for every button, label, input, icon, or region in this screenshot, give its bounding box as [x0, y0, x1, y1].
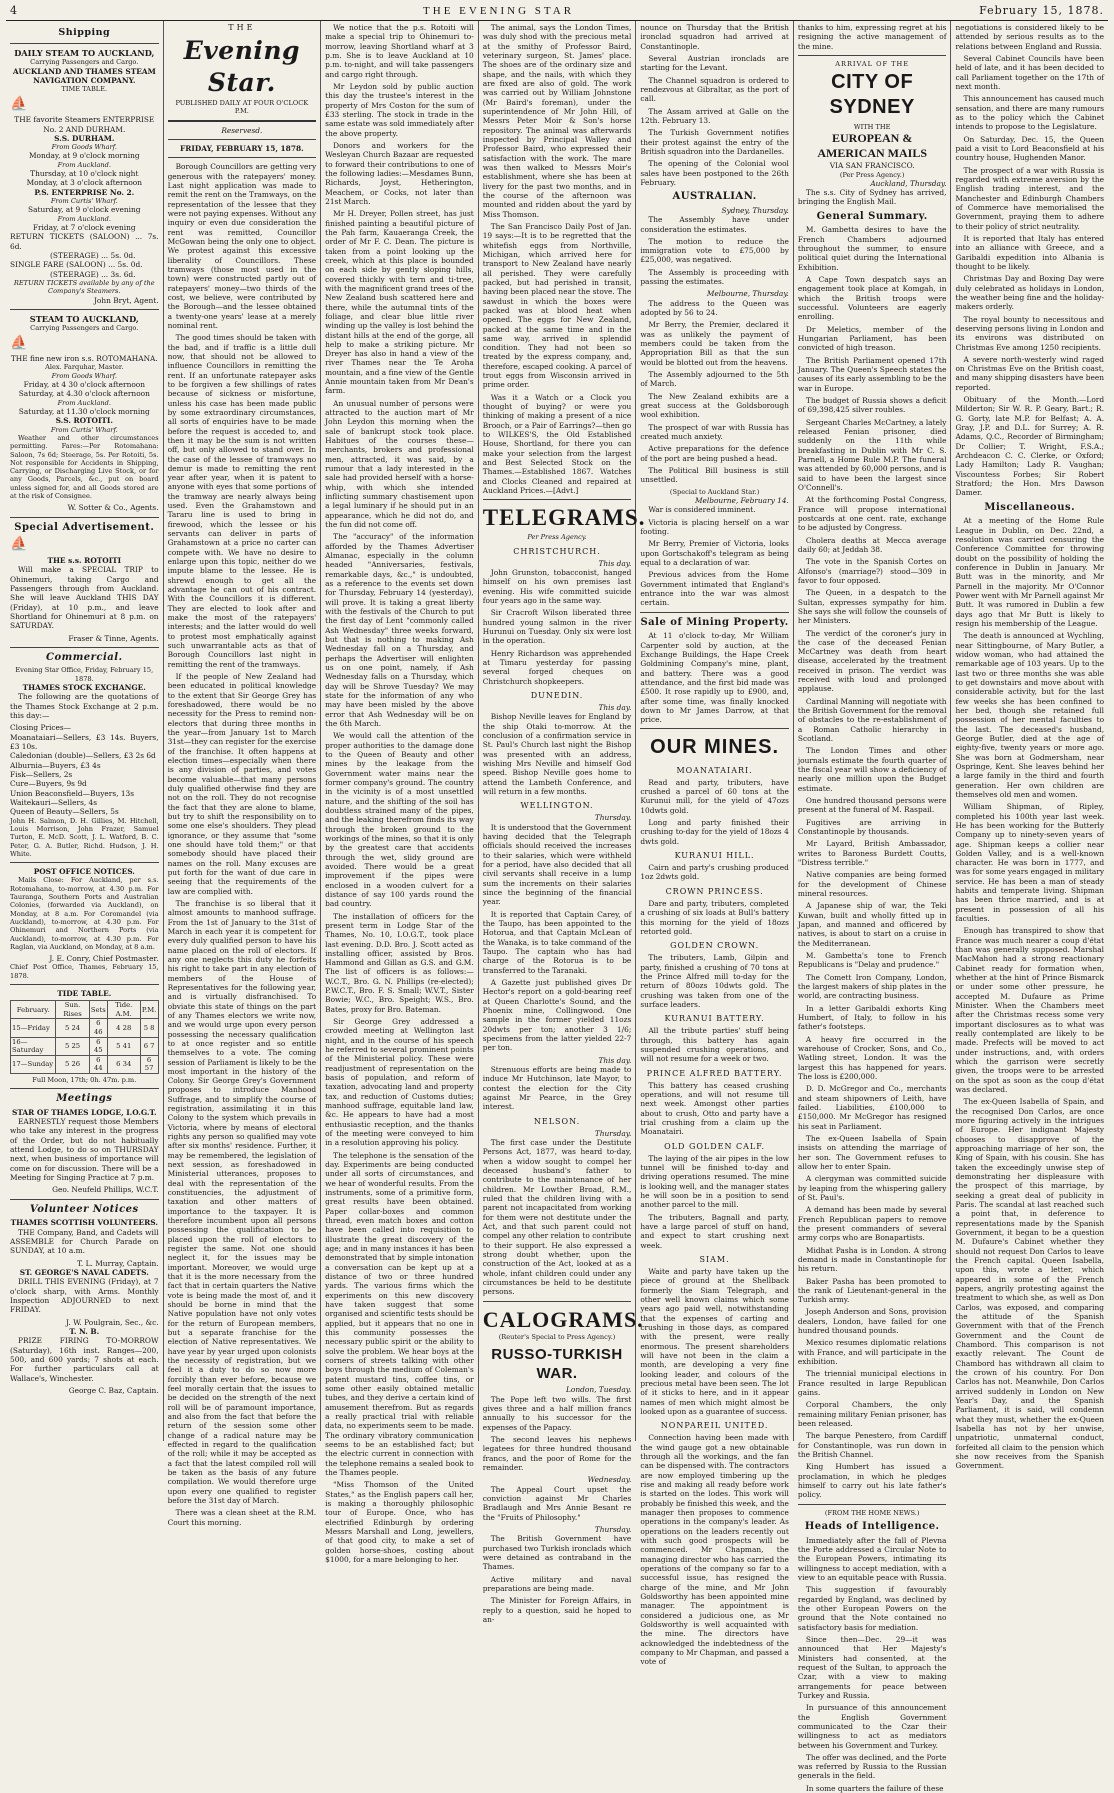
- miscellaneous-item-2: The death is announced at Wychling, near Sittingbourne, of Mary Butler, a widow woman, who had attained the remarkable age of 103 years. Up to the last two or three months she was able to get downstairs and move about with considerable activity, but for the last few weeks she has been confined to her bed, though she retained full possession of her mental faculties to the last. The deceased's husband, George Butler, died at the age of eighty-five, twenty years or more ago. She was born at Godmersham, near Ospringe, Kent. She leaves behind her a large family in the third and fourth generation. Her own children are themselves old men and women.: [955, 631, 1105, 799]
- rotoiti-ad-body: Will make a SPECIAL TRIP to Ohinemuri, taking Cargo and Passengers through from Auckland. She will leave Auckland THIS DAY (Friday), at 10 p.m., and leave Shortland for Ohinemuri at 8 p.m. on SATURDAY.: [10, 565, 159, 631]
- moanataiari-heading: MOANATAIARI.: [676, 765, 753, 775]
- per-press-agency-2: (Per Press Agency.): [839, 170, 905, 179]
- summary-item-24: The ex-Queen Isabella of Spain insists on attending the marriage of her son. The Government refuses to allow her to enter Spain.: [797, 1133, 947, 1171]
- christchurch-item-1: John Grunston, tobacconist, hanged himself on his own premises last evening. His wife committed suicide four years ago in the same way.: [482, 568, 632, 606]
- rotomahana-master: Alex. Farquhar, Master.: [45, 363, 124, 372]
- nelson-item-1: The first case under the Destitute Persons Act, 1877, was heard to-day, when a widow sought to compel her deceased husband's father to contribute to the maintenance of her children. Mr Lowther Broad, R.M., ruled that the children living with a parent not incapacitated from working for them were not destitute under the Act, and that such parent could not compel any other relation to contribute to their support. He also expressed a strong doubt whether, upon the construction of the Act, looked at as a whole, infant children could under any circumstances be held to be destitute persons.: [482, 1138, 632, 1297]
- christchurch-item-3: Henry Richardson was apprehended at Timaru yesterday for passing several forged cheques on Christchurch shopkeepers.: [482, 648, 632, 686]
- post-office-body: Mails Close: For Auckland, per s.s. Rotomahana, to-morrow, at 4.30 p.m. For Tauranga, Southern Ports and Australian Colonies, (forwarded via Auckland), on Monday, at 8 a.m. For Coromandel (via Auckland), to-morrow, at 4.30 p.m. For Ohinemuri and Northern Ports (via Auckland), to-morrow, at 4.30 p.m. For Raglan, via Auckland, on Monday, at 8 a.m.: [10, 876, 159, 951]
- arrival-of-the: ARRIVAL OF THE: [835, 59, 910, 68]
- roto-line-3: Saturday, at 4.30 o'clock afternoon: [18, 389, 150, 399]
- nonpareil-continued: thanks to him, expressing regret at his resigning the active management of the mine.: [797, 23, 947, 51]
- obituary-of-month: Obituary of the Month.—Lord Milderton; Sir W. R. P. Geary, Bart.; R. G. Gorty, late M.P. for Belfast; A. A. Gray, J.P. and D.L. for Surrey; A. R. Adams, Q.C., Recorder of Birmingham; Dr Collier; T. Wright, F.S.A.; Archdeacon C. C. Clerke, or Oxford; Lady Hamilton; Lady R. Vaughan; Viscountess Forbes; Sir Robert Stratford; the Hon. Mrs Dawson Damer.: [955, 395, 1105, 498]
- miscellaneous-item-5: The ex-Queen Isabella of Spain, and the recognised Don Carlos, are once more figuring actively in the intrigues of Europe. Her indignant Majesty chooses to disapprove of the approaching marriage of her son, the King of Spain, with his cousin. She has taken the exceedingly unwise step of demonstrating her displeasure with the prospect of this marriage, by seeking a great deal of publicity in Paris. The scandal at last reached such a point that, in deference to representations made by the Spanish Government, it began to be a question M. Dufaure's Cabinet whether they should not request Don Carlos to leave the French capital. Queen Isabella, upon this, wrote a letter, which appeared in some of the French papers, angrily protesting against the treatment to which she, as well as Don Carlos, was exposed, and comparing the attitude of the Spanish Government with that of the French Government and the Count de Chambord. This comparison is not exactly relevant. The Count de Chambord has withdrawn all claim to the crown of his country. For Don Carlos has not. Meanwhile, Don Carlos arrived suddenly in London on New Year's Day, and the Spanish Parliament, it is said, will condemn what they must, whether the ex-Queen Isabella has not by her unwise, unpatriotic, unmaternal conduct, forfeited all claim to the pension which she now receives from the Spanish Government.: [955, 1097, 1105, 1471]
- agent-signature-1: John Bryt, Agent.: [93, 295, 159, 305]
- tide-cell: 5 41: [107, 1037, 140, 1055]
- column-4: [479, 21, 646, 1624]
- intelligence-item-6: In some quarters the failure of these: [805, 1783, 944, 1793]
- news-paragraph-9: Sir George Grey addressed a crowded meeting at Wellington last night, and in the course of his speech he referred to several prominent points of the Ministerial policy. These were readjustment of representation on the basis of population, and reform of taxation, advocating land and property tax, and reduction of Customs duties; manhood suffrage, equitable land law, &c. He appears to have had a most enthusiastic reception, and the thanks of the meeting were conveyed to him in a resolution approving his policy.: [325, 1017, 474, 1148]
- crown-princess-item: Dare and party, tributers, completed a crushing of six loads at Bull's battery this morning for the yield of 18ozs retorted gold.: [640, 898, 789, 936]
- war-item-6: The Minister for Foreign Affairs, in reply to a question, said he hoped to an-: [482, 1596, 632, 1624]
- fare-line-1: RETURN TICKETS (SALOON) ... 7s. 6d.: [10, 232, 159, 251]
- fare-line-2: (STEERAGE) ... 5s. 0d.: [50, 250, 136, 260]
- tide-cell: 6 57: [140, 1055, 158, 1073]
- special-advertisement-heading: Special Advertisement.: [14, 521, 155, 533]
- miscellaneous-item-3: William Shipman, of Ripley, completed his 100th year last week. He has been working for the Butterly Company up to ninety-seven years of age. Shipman keeps a collier near Golden Valley, and is a well-known character. He was born in 1777, and was for some years engaged in military service. He has been a man of steady habits and temperate living. Shipman has been thrice married, and is at present in possession of all his faculties.: [955, 802, 1105, 924]
- war-item-4: The British Government have purchased two Turkish ironclads which were detained as contraband in the Thames.: [482, 1534, 632, 1572]
- sale-of-mining-heading: Sale of Mining Property.: [640, 616, 789, 628]
- tide-table-title: TIDE TABLE.: [57, 989, 112, 999]
- summary-item-16: Mr Layard, British Ambassador, writes to Baroness Burdett Coutts, "Distress terrible.": [797, 839, 947, 868]
- telegrams-heading: TELEGRAMS.: [482, 505, 646, 531]
- russo-turkish-war-heading: RUSSO-TURKISH WAR.: [491, 1345, 623, 1382]
- summary-item-19: M. Gambetta's tone to French Republicans is "Delay and prudence.": [797, 951, 947, 970]
- weather-note: Weather and other circumstances permitting. Fares:—Per Rotomahana: Saloon, 7s 6d; Steerage, 5s. Per Rotoiti, 5s. Not responsible for Accidents in Shipping, Carrying, or Discharging Live Stock, or for any Goods, Parcels, &c., put on board unless signed for, and all Goods stored are at the risk of Consignee.: [10, 433, 159, 501]
- war-continued-2: Several Austrian ironclads are starting for the Levant.: [640, 53, 789, 73]
- reserved-line: Reservesd.: [221, 125, 263, 135]
- auckland-dateline: Auckland, Thursday.: [870, 178, 947, 188]
- durham-line-2: Monday, at 9 o'clock morning: [28, 151, 140, 161]
- news-paragraph-12: The animal, says the London Times, was duly shod with the precious metal at the smithy of Professor Baird, veterinary surgeon, St. James' place. The shoes are of the ordinary size and shape, and the nails, with which they are fixed are also of gold. The work was carried out by William Johnstone (Mr Baird's foreman), under the superintendence of Mr John Hill, of Messrs Peter Moir & Son's horse repository. The animal was afterwards inspected by Principal Walley and Professor Baird, who expressed their satisfaction with the work. The mare was then walked to Messrs Moir's establishment, where she has been at livery for the past two months, and in the course of the afternoon was mounted and ridden about the yard by Miss Thomson.: [482, 23, 632, 219]
- timetable-label: TIME TABLE.: [61, 85, 108, 94]
- tide-header-cell: Sun. Rises: [56, 1001, 89, 1019]
- tide-cell: 6 44: [89, 1055, 107, 1073]
- summary-item-13: The London Times and other journals estimate the fourth quarter of the fiscal year will show a deficiency of nearly one million upon the Budget estimate.: [797, 746, 947, 793]
- rotoiti-agent: Fraser & Tinne, Agents.: [68, 633, 159, 643]
- agent-signature-2: W. Sotter & Co., Agents.: [67, 503, 159, 513]
- quote-4: Fisk—Sellers, 2s: [10, 769, 73, 779]
- summary-item-32: Corporal Chambers, the only remaining military Fenian prisoner, has been released.: [797, 1400, 947, 1429]
- editorial-paragraph-4: The franchise is so liberal that it almost amounts to manhood suffrage. From the 1st of January to the 31st of March in each year it is competent for every duly qualified person to have his name placed on the roll of electors. If any one neglects this duty he forfeits his right to take part in any election of members of the House of Representatives for the following year, and is virtually disfranchised. To obviate this state of things on the part of any Thames electors we write now, and we would urge upon every person possessing the necessary qualification to at once register and so entitle themselves to a vote. The coming session of Parliament is likely to be the most important in the history of the Colony. Sir George Grey's Government proposes to introduce Manhood Suffrage, and to simplify the course of registration, assimilating it in this Colony to the system which prevails in Victoria, where by means of electoral rights any person so qualified may vote after six months' residence. Further, it may be remembered, the legislation of next session, as foreshadowed in Ministerial utterances, proposes to deal with the representation of the constituencies, the adjustment of taxation and other matters of importance to the taxpayer. It is therefore incumbent upon all persons possessing the qualification to be placed upon the roll of electors to register the same. Not one should neglect it, for the issues may be important. Moreover, we would urge that it is the more necessary from the fact that in certain quarters the Native vote is being made the most of, and it should be borne in mind that the Native population have not only votes for the return of European members, but a separate franchise for the election of Native representatives. We have year by year urged upon colonists the necessity of registration, but we feel it a duty to do so now more forcibly than ever before, because we feel morally certain that the issues to be decided on the strength of the next roll will be of paramount importance, and also from the fact that before the return of the session some other change of a radical nature may be effected in regard to the qualification of the roll; while it may be accepted as a fact that the latest compiled roll will be taken as the basis of any future compilation. We would therefore urge upon every one qualified to register before the 31st day of March.: [167, 898, 317, 1505]
- intelligence-continued-8: The royal bounty to necessitous and deserving persons living in London and its environs was distributed on Christmas Eve among 1250 recipients.: [955, 314, 1105, 352]
- golden-crown-heading: GOLDEN CROWN.: [670, 941, 760, 951]
- summary-item-22: A heavy fire occurred in the warehouse of Crocker, Sons, and Co., Watling street, London. It was the largest this has happened for years. The loss is £200,000.: [797, 1034, 947, 1081]
- nonpareil-item: Connection having been made with the wind gauge got a new obtainable through all the workings, and the fan can be dispensed with. The contractors are now employed timbering up the rise and making all ready before work is started on the lodes. This work will probably be finished this week, and the manager then proposes to commence operations in the company's leader. As operations on the leaders recently out with such good prospects will be commenced. Mr Chapman, the managing director who has carried the operations of the company so far to a successful issue, has resigned the charge of the mine, and Mr John Goldsworthy has been appointed mine manager. The appointment is considered a judicious one, as Mr Goldsworthy is well acquainted with the mine. The directors have acknowledged the indebtedness of the company to Mr Chapman, and passed a vote of: [640, 1433, 789, 1667]
- with-the: WITH THE: [853, 122, 891, 131]
- siam-heading: SIAM.: [699, 1255, 730, 1265]
- siam-item: Waite and party have taken up the piece of ground at the Shellback formerly the Siam Telegraph, and other well known claims which some years ago paid well, notwithstanding that the expenses of carting and crushing in those days, as compared with the present, were really enormous. The present shareholders will have not been in the claim a month, are developing a very fine looking leader, and colours of the precious metal have been seen. The lot of it sticks to here, and in it appear names of men which might almost be looked upon as a guarantee of success.: [640, 1267, 789, 1417]
- published-line: PUBLISHED DAILY AT FOUR O'CLOCK P.M.: [175, 99, 309, 116]
- old-golden-calf-heading: OLD GOLDEN CALF.: [664, 1141, 766, 1151]
- news-paragraph-8: The installation of officers for the present term in Lodge Star of the Thames, No. 10, I.O.G.T., took place last evening. D.D. Bro. J. Scott acted as installing officer, assisted by Bros. Hammond and Gillan as G.S. and G.M. The list of officers is as follows:—W.C.T., Bro. G. N. Phillips (re-elected); P.W.C.T., Bro. F. S. Small; W.V.T., Sister Bowie; W.C., Bro. Speight; W.S., Bro. Bates, proxy for Bro. Bateman.: [325, 911, 474, 1014]
- via-san-francisco: VIA SAN FRANCISCO.: [829, 161, 915, 171]
- war-item-5: Active military and naval preparations are being made.: [482, 1574, 632, 1593]
- wellington-item-4: Strenuous efforts are being made to induce Mr Hutchinson, late Mayor, to contest the election for the City against Mr Pearce, in the Grey interest.: [482, 1064, 632, 1112]
- news-paragraph-1: We notice that the p.s. Rotoiti will make a special trip to Ohinemuri to-morrow, leaving Shortland wharf at 3 p.m. She is to leave Auckland at 10 p.m. to-night, and will take passengers and cargo right through.: [325, 23, 474, 79]
- page-date: February 15, 1878.: [979, 4, 1104, 17]
- summary-item-23: D. D. McGregor and Co., merchants and steam shipowners of Leith, have failed. Liabilities, £100,000 to £150,000. Mr McGregor has resigned his seat in Parliament.: [797, 1084, 947, 1131]
- durham-line-4: Thursday, at 10 o'clock night: [30, 169, 139, 179]
- general-summary-heading: General Summary.: [816, 210, 928, 222]
- our-mines-heading: OUR MINES.: [650, 736, 780, 759]
- rotoiti-ad-title: THE s.s. ROTOITI: [47, 555, 122, 565]
- quote-3: Alburnia—Buyers, £3 4s: [10, 760, 101, 770]
- summary-item-18: A Japanese ship of war, the Teki Kuwan, built and wholly fitted up in Japan, and manned and officered by natives, is about to start on a cruise in the Mediterranean.: [797, 901, 947, 948]
- city-of-sydney-heading: CITY OF SYDNEY: [829, 71, 915, 119]
- australian-item-11: War is considered imminent.: [648, 505, 756, 515]
- naval-cadets-title: ST. GEORGE'S NAVAL CADETS.: [19, 1267, 149, 1277]
- rotoiti-line-1: From Curtis' Wharf.: [50, 425, 118, 434]
- wellington-day-2: This day.: [598, 1055, 632, 1065]
- tide-cell: 6 45: [89, 1037, 107, 1055]
- column-5: [636, 21, 794, 1667]
- tide-cell: 16—Saturday: [11, 1037, 56, 1055]
- prince-alfred-item: This battery has ceased crushing operations, and will not resume till next week. Amongst other parties about to crush, Otto and party have a trial crushing from a claim up the Moanatairi.: [640, 1080, 789, 1137]
- summary-item-6: Sergeant Charles McCartney, a lately released Fenian prisoner, died suddenly on the 11th while breakfasting in Dublin with Mr C. S. Parnell, a Home Rule M.P. The funeral was attended by 60,000 persons, and is said to have been the largest since O'Connell's.: [797, 417, 947, 492]
- roto-line-2: Friday, at 4 30 o'clock afternoon: [23, 380, 145, 390]
- moanataiari-item-2: Long and party finished their crushing to-day for the yield of 18ozs 4 dwts gold.: [640, 818, 789, 846]
- australian-item-14: Previous advices from the Home Government intimated that England's entrance into the war was almost certain.: [640, 570, 789, 608]
- masthead: Evening Star.: [183, 36, 301, 97]
- tide-cell: 6 34: [107, 1055, 140, 1073]
- tide-header-cell: February.: [11, 1001, 56, 1019]
- dunedin-item-1: Bishop Neville leaves for England by the ship Otaki to-morrow. At the conclusion of a confirmation service in St. Paul's Church last night the Bishop was presented with an address, wishing Mrs Neville and himself God speed. Bishop Neville goes home to attend the Lambeth Conference, and will return in a few months.: [482, 712, 632, 797]
- summary-item-14: One hundred thousand persons were present at the funeral of M. Raspail.: [797, 796, 947, 815]
- daily-steam-sub: Carrying Passengers and Cargo.: [30, 58, 139, 67]
- intelligence-continued-9: A severe north-westerly wind raged on Christmas Eve on the British coast, and many shipping disasters have been reported.: [955, 354, 1105, 392]
- scottish-volunteers-body: THE Company, Band, and Cadets will ASSEMBLE for Church Parade on SUNDAY, at 10 a.m.: [10, 1227, 159, 1256]
- commercial-heading: Commercial.: [46, 651, 123, 663]
- australian-item-3: The Assembly is proceeding with passing the estimates.: [640, 267, 789, 287]
- tide-cell: 5 24: [56, 1019, 89, 1037]
- mail-arrival-item: The s.s. City of Sydney has arrived, bringing the English Mail.: [797, 188, 947, 207]
- special-to-star: (Special to Auckland Star.): [669, 487, 760, 496]
- miscellaneous-item-1: At a meeting of the Home Rule League in Dublin, on Dec. 22nd, a resolution was carried censuring the Conference Committee for throwing doubt on the possibility of holding the conference in Dublin in January. Mr Butt was in the minority, and Mr Parnell in the majority. Mr O'Connor Power went with Mr Parnell against Mr Butt. It was rumored in Dublin a few days ago that Mr Butt is likely to resign his membership of the League.: [955, 516, 1105, 628]
- roto-line-4: From Auckland.: [57, 398, 111, 407]
- sydney-dateline: Sydney, Thursday.: [721, 205, 789, 215]
- enterprise-line-1: From Curtis' Wharf.: [50, 197, 118, 206]
- australian-item-5: Mr Berry, the Premier, declared it was as unlikely the payment of members could be taken from the Appropriation Bill as that the sun would be blotted out from the heavens.: [640, 320, 789, 367]
- summary-item-31: The triennial municipal elections in France resulted in large Republican gains.: [797, 1369, 947, 1398]
- australian-item-12: Victoria is placing herself on a war footing.: [640, 517, 789, 536]
- australian-item-2: The motion to reduce the immigration vote to £75,000 by £25,000, was negatived.: [640, 236, 789, 265]
- intelligence-continued-4: On Saturday, Dec. 15, the Queen paid a visit to Lord Beaconsfield at his country house, Hughenden Manor.: [955, 134, 1105, 163]
- stock-exchange-title: THAMES STOCK EXCHANGE.: [22, 683, 146, 693]
- summary-item-28: Baker Pasha has been promoted to the rank of Lieutenant-general in the Turkish army.: [797, 1276, 947, 1305]
- fare-line-4: (STEERAGE) ... 3s. 6d.: [50, 269, 136, 279]
- summary-item-33: The barque Penestero, from Cardiff for Constantinople, was run down in the British Channel.: [797, 1431, 947, 1460]
- post-office-title: POST OFFICE NOTICES.: [33, 867, 135, 877]
- reuter-line: (Reuter's Special to Press Agency.): [498, 1333, 616, 1342]
- enterprise-line-2: Saturday, at 9 o'clock evening: [28, 205, 141, 215]
- editorial-paragraph-5: There was a clean sheet at the R.M. Court this morning.: [167, 1508, 317, 1527]
- steamship-icon-3: ⛵: [10, 536, 28, 553]
- australian-item-7: The New Zealand exhibits are a great success at the Goldsborough wool exhibition.: [640, 391, 789, 420]
- enterprise-line-4: Friday, at 7 o'clock evening: [32, 222, 136, 232]
- company-name: AUCKLAND AND THAMES STEAM NAVIGATION COMPANY.: [12, 66, 156, 85]
- steamship-icon: ⛵: [10, 95, 28, 112]
- durham-line-3: From Auckland.: [57, 160, 111, 169]
- miscellaneous-heading: Miscellaneous.: [984, 501, 1076, 513]
- enterprise-title: P.S. ENTERPRISE No. 2.: [34, 187, 135, 197]
- summary-item-15: Fugitives are arriving in Constantinople by thousands.: [797, 817, 947, 837]
- quote-5: Cure—Buyers, 9s 9d: [10, 779, 87, 789]
- war-continued-4: The Assam arrived at Galle on the 12th. February 13.: [640, 106, 789, 125]
- steam2-sub: Carrying Passengers and Cargo.: [30, 324, 139, 333]
- moanataiari-item-1: Read and party, tributers, have crushed a parcel of 60 tons at the Kurunui mill, for the yield of 47ozs 10dwts gold.: [640, 777, 789, 815]
- fare-line-3: SINGLE FARE (SALOON) ... 5s. 0d.: [10, 260, 143, 270]
- summary-item-7: At the forthcoming Postal Congress, France will propose international postcards at one cent. rate, exchange to be adjusted by Congress.: [797, 495, 947, 533]
- tnb-body: PRIZE FIRING TO-MORROW (Saturday), 16th inst. Ranges—200, 500, and 600 yards; 7 shots at each. For further particulars call at Wallace's, Winchester.: [10, 1336, 159, 1383]
- intelligence-continued-3: This announcement has caused much sensation, and there are many rumours as to the policy which the Cabinet intends to propose to the Legislature.: [955, 94, 1105, 132]
- tide-header-cell: Tide. A.M.: [107, 1001, 140, 1019]
- summary-item-1: M. Gambetta desires to have the French Chambers adjourned throughout the summer, to ensure political quiet during the International Exhibition.: [797, 225, 947, 272]
- naval-cadets-signature: J. W. Poulgrain, Sec., &c.: [66, 1317, 159, 1327]
- tide-row: [11, 1055, 159, 1073]
- war-continued-3: The Channel squadron is ordered to rendezvous at Gibraltar, as the port of call.: [640, 75, 789, 104]
- summary-item-8: Cholera deaths at Mecca average daily 60; at Jeddah 38.: [797, 535, 947, 554]
- summary-item-3: Dr Meletics, member of the Hungarian Parliament, has been convicted of high treason.: [797, 324, 947, 353]
- calograms-heading: CALOGRAMS.: [482, 1306, 644, 1332]
- return-ticket-note: RETURN TICKETS available by any of the Company's Steamers.: [13, 278, 155, 296]
- intelligence-continued-5: The prospect of a war with Russia is regarded with extreme aversion by the English trading interest, and the Manchester and Edinburgh Chambers of Commerce have memorialised the Government, praying them to adhere to their policy of strict neutrality.: [955, 165, 1105, 231]
- page-number: 4: [10, 4, 18, 17]
- steamers-line: THE favorite Steamers ENTERPRISE No. 2 AND DURHAM.: [14, 115, 155, 134]
- volunteer-heading: Volunteer Notices: [29, 1203, 139, 1215]
- rotomahana-title: THE fine new iron s.s. ROTOMAHANA.: [10, 354, 158, 364]
- european-american-mails-heading: EUROPEAN & AMERICAN MAILS: [817, 130, 928, 161]
- news-paragraph-5: An unusual number of persons were attracted to the auction mart of Mr John Leydon this morning when the sale of bankrupt stock took place. Habitues of the courses these—merchants, brokers and professional men, attracted, it was said, by a rumour that a lady interested in the sale had provided herself with a horse-whip, with which she intended inflicting summary chastisement upon a legal luminary if he should put in an appearance, which he did not do, and the fun did not come off.: [325, 398, 474, 530]
- summary-item-25: A clergyman was committed suicide by leaping from the whispering gallery of St. Paul's.: [797, 1174, 947, 1202]
- column-3: [321, 21, 479, 1564]
- news-paragraph-4: Mr H. Dreyer, Pollen street, has just finished painting a beautiful picture of the Pah farm, Kauaeranga Creek, the order of Mr F. C. Dean. The picture is taken from a point looking up the creek, which at this place is bounded on each side by gently sloping hills, covered thickly with tern and ti-tree, with the magnificent grand trees of the New Zealand bush scattered here and there, while the autumnal tints of the foliage, and clear blue little river winding up the valley is lost behind the distant hills at the end of the gorge, all help to make a striking picture. Mr Dreyer has also in hand a view of the river Thames near the Te Aroha mountain, and a fine view of the Gentle Annie mountain taken from Mr Dean's farm.: [325, 209, 474, 396]
- dunedin-day: This day.: [598, 703, 632, 713]
- intelligence-continued-7: Christmas Day and Boxing Day were duly celebrated as holidays in London, the weather being fine and the holiday-makers orderly.: [955, 274, 1105, 312]
- summary-item-29: Joseph Anderson and Sons, provision dealers, London, have failed for one hundred thousand pounds.: [797, 1307, 947, 1336]
- australian-item-10: The Political Bill business is still unsettled.: [640, 466, 789, 485]
- wellington-item-1: It is understood that the Government having decided that the Telegraph officials should received the increases to their salaries, which were withheld for a period, have also decided that all civil servants shall receive in a lump sum the increments on their salaries since the beginning of the financial year.: [482, 822, 632, 907]
- news-paragraph-2: Mr Leydon sold by public auction this day the trustee's interest in the property of Mrs Coston for the sum of £33 sterling. The stock in trade in the same estate was sold immediately after the above property.: [325, 81, 474, 138]
- per-press-agency: Per Press Agency.: [527, 533, 587, 542]
- news-paragraph-11: "Miss Thomson of the United States," as the English papers call her, is making a thoroughly philosophic tour of Europe. Once, who has electrified Edinburgh by ordering Messrs Marshall and Long, jewellers, of that good city, to make a set of golden horse-shoes, costing about $1000, for a mare belonging to her.: [325, 1480, 474, 1564]
- post-office-date: Chief Post Office, Thames, February 15, 1878.: [10, 963, 159, 980]
- moon-phase: Full Moon, 17th; 0h. 47m. p.m.: [32, 1075, 137, 1084]
- wellington-item-3: A Gazette just published gives Dr Hector's report on a gold-bearing reef at Queen Charlotte's Sound, and the Phoenix mine, Collingwood. One sample in the former yielded 11ozs 20dwts per ton; another 3 1/6; specimens from the latter yielded 22-7 per ton.: [482, 978, 632, 1053]
- steam2-title: STEAM TO AUCKLAND,: [29, 313, 139, 324]
- australian-item-1: The Assembly have under consideration the estimates.: [640, 215, 789, 234]
- war-continued-5: The Turkish Government notifies their protest against the entry of the British squadron into the Dardanelles.: [640, 128, 789, 156]
- masthead-the: THE: [228, 23, 256, 32]
- shipping-heading: Shipping: [58, 27, 111, 38]
- summary-item-27: Midhat Pasha is in London. A strong demand is made in Constantinople for his return.: [797, 1245, 947, 1274]
- intelligence-continued-6: It is reported that Italy has entered into an alliance with Greece, and a Garibaldi expedition into Albania is thought to be likely.: [955, 233, 1105, 271]
- tide-cell: 5 26: [56, 1055, 89, 1073]
- golden-crown-item: The tributers, Lamb, Gilpin and party, finished a crushing of 70 tons at the Prince Alfred mill to-day for the return of 80ozs 10dwts gold. The crushing was taken from one of the surface leaders.: [640, 953, 789, 1009]
- editorial-paragraph-2: The good times should be taken with the bad, and if traffic is a little dull now, that should not be allowed to influence Councillors in remitting the rent. If an unfortunate ratepayer asks to be forgiven a few shillings of rates because of sickness or misfortune, unless his case has been made public by some extraordinary circumstances, all sorts of enquiries have to be made before the request is acceded to, and then it may be the sum is not written off, but only allowed to stand over. In the case of the lessee of tramways no demur is made to remitting the rent year after year, when it is patent to anyone with eyes that some portions of the tramway are nearly always being used. Even the Grahamstown and Tararu line is used to bring in firewood, which the lessee or his servants can deliver in parts of Grahamstown at a price no carter can compete with. We have no desire to enlarge upon this topic, neither do we impute blame to the lessee. He is shrewd enough to get all the advantage he can out of his contract. With the Councillors it is different. They are elected to look after and make the most of the ratepayers' interests; and the latter would do well to protest most emphatically against such unwarrantable acts as that of Borough Councillors last night in remitting the rent of the tramways.: [167, 333, 317, 669]
- news-paragraph-13: The San Francisco Daily Post of Jan. 19 says:—It is to be regretted that the whitefish eggs from Northville, Michigan, which arrived here for transport to New Zealand have nearly all perished. They were carefully packed, but had perished in transit, having been placed near the stove. The sawdust in which the boxes were packed was at blood heat when opened. The eggs for New Zealand, packed at the same time and in the same way, arrived in splendid condition. They had not been so treated by the express company, and, therefore, escaped cooking. A parcel of trout eggs from Wisconsin arrived in prime order.: [482, 221, 632, 390]
- commercial-dateline: Evening Star Office, Friday, February 15, 1878.: [15, 666, 154, 683]
- wilkes-advertisement: Was it a Watch or a Clock you thought of buying? or were you thinking of making a present of a nice Brooch, or a Pair of Earrings?—then go to WILKES'S, the Old Established House, Shortland, for there you can make your selection from the largest and Best Selected Stock on the Thames.—Established 1867. Watches and Clocks Cleaned and repaired at Auckland Prices.—[Advt.]: [482, 392, 632, 496]
- scottish-volunteers-title: THAMES SCOTTISH VOLUNTEERS.: [10, 1218, 158, 1228]
- war-wednesday: Wednesday.: [587, 1475, 632, 1485]
- quote-6: Union Beaconsfield—Buyers, 13s: [10, 788, 135, 798]
- intelligence-item-4: In pursuance of this announcement the English Government communicated to the Czar their willingness to act as mediators between his Government and Turkey.: [797, 1703, 947, 1750]
- news-paragraph-3: Donors and workers for the Wesleyan Church Bazaar are requested to forward their contributions to one of the following ladies:—Mesdames Bunn, Richards, Joyst, Hetherington, Meachem, or Cocks, not later than 21st March.: [325, 140, 474, 206]
- rotoiti-title: S.S. ROTOITI.: [55, 416, 113, 426]
- war-thursday: Thursday.: [594, 1525, 632, 1534]
- tide-cell: 17—Sunday: [11, 1055, 56, 1073]
- kuranui-hill-item: Cairn and party's crushing produced 1oz 2dwts gold.: [640, 863, 789, 882]
- summary-item-30: Mexico resumes diplomatic relations with France, and will participate in the exhibition.: [797, 1338, 947, 1367]
- nonpareil-heading: NONPAREIL UNITED.: [660, 1421, 769, 1431]
- column-6: [794, 21, 952, 1793]
- stock-exchange-intro: The following are the quotations of the Thames Stock Exchange at 2 p.m. this day:—: [10, 692, 159, 720]
- tide-cell: 4 28: [107, 1019, 140, 1037]
- tnb-signature: George C. Baz, Captain.: [68, 1385, 159, 1395]
- australian-item-4: The address to the Queen was adopted by 56 to 24.: [640, 298, 789, 318]
- sale-of-mining-body: At 11 o'clock to-day, Mr William Carpenter sold by auction, at the Exchange Buildings, the Hape Creek Goldmining Company's mine, plant, and battery. There was a good attendance, and the first bid made was £500. It rose rapidly up to £900, and, after some time, was finally knocked down to Mr James Darrow, at that price.: [640, 631, 789, 725]
- summary-item-26: A demand has been made by several French Republican papers to remove the present commanders of several army corps who are Bonapartists.: [797, 1205, 947, 1243]
- news-paragraph-10: The telephone is the sensation of the day. Experiments are being conducted under all sorts of circumstances, and we hear of wonderful results. From the instruments, some of a primitive form, great results have been obtained. Paper collar-boxes and common thread, even match boxes and cotton have been called into requisition to illustrate the great discovery of the age; and in many instances it has been demonstrated that by simple intonation a conversation can be kept up at a distance of two or three hundred yards. The various firms which the experiments on this new discovery have taken suggest that some organised and scientific tests should be applied, but it appears that no one in this community possesses the necessary public spirit or the ability to solve the problem. We hear boys at the corners of streets talking with other boys through the medium of Coleman's patent mustard tins, coffee tins, or some other easily obtained metallic tubes, and they derive a certain kind of amusement therefrom. But as regards a really practical trial with reliable data, no experiments seem to be made. The ordinary vibratory communication seems to be an established fact; but the electric current in connection with the telephone remains a sealed book to the Thames people.: [325, 1150, 474, 1477]
- summary-item-5: The budget of Russia shows a deficit of 69,398,425 silver roubles.: [797, 395, 947, 415]
- columns: [6, 21, 1108, 1793]
- lodge-body: EARNESTLY request those Members who take any interest in the progress of the Order, but do not habitually attend Lodge, to do so on THURSDAY next, when business of importance will come on for discussion. There will be a Meeting for Singing Practice at 7 p.m.: [10, 1117, 159, 1183]
- kuranui-battery-item: All the tribute parties' stuff being through, this battery has again suspended crushing operations, and will not resume for a week or two.: [640, 1026, 789, 1064]
- melbourne-dateline-2: Melbourne, February 14.: [694, 496, 789, 505]
- summary-item-10: The Queen, in a despatch to the Sultan, expresses sympathy for him. She says she will follow the counsels of her Ministers.: [797, 588, 947, 626]
- australian-item-8: The prospect of war with Russia has created much anxiety.: [640, 422, 789, 442]
- australian-item-9: Active preparations for the defence of the port are being pushed a head.: [640, 444, 789, 463]
- nelson-heading: NELSON.: [533, 1116, 581, 1126]
- prince-alfred-heading: PRINCE ALFRED BATTERY.: [646, 1068, 783, 1078]
- intelligence-item-3: Since then—Dec. 29—it was announced that Her Majesty's Ministers had consented, at the request of the Sultan, to approach the Czar, with a view to making arrangements for peace between Turkey and Russia.: [797, 1634, 947, 1700]
- war-item-1: The Pope left two wills. The first gives three and a half million francs annually to his successor for the expenses of the Papacy.: [482, 1394, 632, 1432]
- postmaster-signature: J. E. Conry, Chief Postmaster.: [49, 954, 159, 964]
- tide-cell: 5 8: [140, 1019, 158, 1037]
- news-paragraph-6: The "accuracy" of the information afforded by the Thames Advertiser Almanac, especially in the column headed "Anniversaries, festivals, remarkable days, &c.," is undoubted, as a reference to the events set down for Thursday, February 14 (yesterday), will prove. It is taking a great liberty with the festivals of the Church to put the first day of Lent "commonly called Ash Wednesday" three weeks forward, but that is nothing to making Ash Wednesday fall on a Thursday, and perhaps the Advertiser will enlighten us on one point, namely, if Ash Wednesday falls on a Thursday, which day will be Shrove Tuesday? We may state for the information of any who may have been misled by the above error that Ash Wednesday will be on the 6th March.: [325, 532, 474, 728]
- australian-heading: AUSTRALIAN.: [672, 191, 757, 203]
- intelligence-continued-2: Several Cabinet Councils have been held of late, and it has been decided to call Parliament together on the 17th of next month.: [955, 53, 1105, 91]
- lodge-signature: Geo. Neufeld Phillips, W.C.T.: [52, 1185, 159, 1195]
- intelligence-item-1: Immediately after the fall of Plevna the Porte addressed a Circular Note to the European Powers, intimating its willingness to accept mediation, with a view to an equitable peace with Russia.: [797, 1535, 947, 1582]
- scottish-volunteers-signature: T. L. Murray, Captain.: [77, 1258, 159, 1268]
- wellington-heading: WELLINGTON.: [520, 801, 594, 811]
- durham-line-5: Monday, at 3 o'clock afternoon: [26, 178, 142, 188]
- australian-item-6: The Assembly adjourned to the 5th of March.: [640, 370, 789, 389]
- summary-item-9: The vote in the Spanish Cortes on Alfonso's (marriage?) stood—309 in favor to four opposed.: [797, 557, 947, 585]
- editorial-paragraph-1: Borough Councillors are getting very generous with the ratepayers' money. Last night application was made to remit the rent on the Tramways, on the representation of the lessee that they were not paying expenses. Without any inquiry or even due consideration the rent was remitted, Councillor McGowan being the only one to object. We protest against this excessive liberality of Councillors. These tramways (those most used in the town) were constructed partly out of ratepayers' money—two thirds of the cost, we believe, were contributed by the Borough—and the lessee obtained a twenty-one years' lease at a merely nominal rent.: [167, 162, 317, 330]
- paper-title: THE EVENING STAR: [423, 5, 575, 17]
- tide-cell: 6 7: [140, 1037, 158, 1055]
- roto-line-5: Saturday, at 11.30 o'clock morning: [18, 407, 150, 416]
- summary-item-2: A Cape Town despatch says an engagement took place at Komgah, in which the British troops were successful. Volunteers are eagerly enrolling.: [797, 275, 947, 322]
- tide-cell: 15—Friday: [11, 1019, 56, 1037]
- summary-item-21: In a letter Garibaldi exhorts King Humbert, of Italy, to follow in his father's footsteps.: [797, 1003, 947, 1032]
- daily-steam-title: DAILY STEAM TO AUCKLAND,: [14, 47, 155, 58]
- christchurch-item-2: Sir Cracroft Wilson liberated three hundred young salmon in the river Hurunui on Tuesday. Only six were lost in the operation.: [482, 608, 632, 646]
- nelson-day: Thursday.: [594, 1128, 632, 1138]
- tide-header-cell: Sets: [89, 1001, 107, 1019]
- summary-item-17: Native companies are being formed for the development of Chinese mineral resources.: [797, 870, 947, 899]
- column-1: [6, 21, 164, 1441]
- summary-item-11: The verdict of the coroner's jury in the case of the deceased Fenian McCartney was death from heart disease, accelerated by the treatment received in prison. The verdict was received with loud and prolonged applause.: [797, 628, 947, 694]
- heads-of-intelligence-heading: Heads of Intelligence.: [804, 1521, 940, 1533]
- melbourne-dateline: Melbourne, Thursday.: [706, 289, 789, 299]
- tide-row: [11, 1037, 159, 1055]
- naval-cadets-body: DRILL THIS EVENING (Friday), at 7 o'clock sharp, with Arms. Monthly Inspection ADJOURNED to next FRIDAY.: [10, 1277, 159, 1315]
- from-home-news: (FROM THE HOME NEWS.): [824, 1508, 920, 1517]
- christchurch-heading: CHRISTCHURCH.: [513, 546, 601, 556]
- london-dateline: London, Tuesday.: [566, 1385, 632, 1395]
- meetings-heading: Meetings: [56, 1093, 113, 1105]
- crown-princess-heading: CROWN PRINCESS.: [665, 886, 764, 896]
- old-golden-calf-item-2: The tributers, Bagnall and party, have a large parcel of stuff on hand, and expect to start crushing next week.: [640, 1212, 789, 1250]
- tnb-title: T. N. B.: [69, 1326, 100, 1336]
- intelligence-item-2: This suggestion if favourably regarded by England, was declined by the other European Powers on the ground that the Note contained no satisfactory basis for mediation.: [797, 1585, 947, 1632]
- war-continued-1: nounce on Thursday that the British ironclad squadron had arrived at Constantinople.: [640, 23, 789, 51]
- news-paragraph-7: We would call the attention of the proper authorities to the damage done to the Queen of Beauty and other mines by the leakage from the Government water mains near the former company's ground. The country in the vicinity is of a most unsettled nature, and the shifting of the soil has doubtless strained many of the pipes, and the leaking therefrom finds its way through the broken ground to the workings of the mines, so that it is only by the greatest care that accidents through the wet, slidy ground are avoided. There would be a great improvement if the pipes were enclosed in a wooden culvert for a distance of say 100 yards round the bad country.: [325, 731, 474, 909]
- war-item-2: The second leaves his nephews legatees for three hundred thousand francs, and the poor of Rome for the remainder.: [482, 1435, 632, 1473]
- kuranui-battery-heading: KURANUI BATTERY.: [664, 1014, 765, 1024]
- lodge-title: STAR OF THAMES LODGE, I.O.G.T.: [12, 1107, 157, 1117]
- old-golden-calf-item-1: The laying of the air pipes in the low tunnel will be finished to-day and driving operations resumed. The mine is looking well, and the manager states he will soon be in a position to send another parcel to the mill.: [640, 1153, 789, 1210]
- miscellaneous-item-4: Enough has transpired to show that France was much nearer a coup d'état than was generally supposed. Marshal MacMahon had a strong reactionary Cabinet ready for formation when, whether at the hint of Prince Bismarck or under some other pressure, he accepted M. Dufaure as Prime Minister. When the Chambers meet after the Christmas recess some very important disclosures as to what was really contemplated are likely to be made. Prefects will be moved to act under instructions, and, with orders which the garrison were secretly given, the troops were to be arrested on the spot as soon as the coup d'état was declared.: [955, 926, 1105, 1095]
- summary-item-12: Cardinal Manning will negotiate with the British Government for the removal of obstacles to the re-establishment of a Roman Catholic hierarchy in Scotland.: [797, 696, 947, 744]
- summary-item-20: The Comett Iron Company, London, the largest makers of ship plates in the world, are contracting business.: [797, 972, 947, 1001]
- tide-header-cell: P.M.: [140, 1001, 158, 1019]
- durham-line-1: From Goods Wharf.: [51, 143, 117, 152]
- australian-item-13: Mr Berry, Premier of Victoria, looks upon Gortschakoff's telegram as being equal to a declaration of war.: [640, 539, 789, 567]
- war-item-3: The Appeal Court upset the conviction against Mr Charles Bradlaugh and Mrs Annie Besant re the "Fruits of Philosophy.": [482, 1484, 632, 1522]
- steamship-icon-2: ⛵: [10, 334, 28, 351]
- tide-cell: 5 25: [56, 1037, 89, 1055]
- summary-item-34: King Humbert has issued a proclamation, in which he pledges himself to carry out his late father's policy.: [797, 1462, 947, 1500]
- wellington-item-2: It is reported that Captain Carey, of the Taupo, has been appointed to the Hotorua, and that Captain McLean of the Wanaka, is to take command of the Taupo. The captain who has had charge of the Rotorua is to be transferred to the Taranaki.: [482, 909, 632, 975]
- exchange-members: John H. Salmon, D. H. Gillies, M. Hitchell, Louis Morrison, John Frazer, Samuel Turton, E. McD. Scott, J. L. Watford, B. C. Peter, G. A. Butler, Richd. Hudson, J. H. White.: [10, 816, 159, 858]
- wellington-day: Thursday.: [594, 813, 632, 823]
- quote-7: Waitekauri—Sellers, 4s: [10, 797, 98, 807]
- tide-row: [11, 1019, 159, 1037]
- intelligence-continued-1: negotiations is considered likely to be attended by serious results as to the relations between England and Russia.: [955, 23, 1105, 51]
- quote-8: Queen of Beauty—Sellers, 5s: [10, 807, 119, 817]
- column-2: [164, 21, 322, 1527]
- christchurch-day: This day.: [598, 558, 632, 568]
- tide-cell: 6 46: [89, 1019, 107, 1037]
- editorial-paragraph-3: If the people of New Zealand had been educated in political knowledge to the extent that Sir George Grey has foreshadowed, there would be no necessity for the Press to remind non-electors that during three months in the year—from January 1st to March 31st—they can register for the exercise of the franchise. It often happens at election times—especially when there is any division of parties, and votes become valuable—that many persons duly qualified otherwise find they are not on the roll. They do not recognise the fact that they are alone to blame, but try to shift the responsibility on to some one else's shoulders. They plead ignorance, or they assume that "some one should have told them;" or that somebody should have placed their names on the roll. Many excuses are put forth for the want of due care in seeing that the requirements of the law are complied with.: [167, 672, 317, 896]
- enterprise-line-3: From Auckland.: [57, 214, 111, 223]
- quote-1: Moanataiari—Sellers, £3 14s. Buyers, £3 10s.: [10, 732, 159, 751]
- editorial-dateline: FRIDAY, FEBRUARY 15, 1878.: [180, 144, 304, 153]
- closing-prices-label: Closing Prices—: [10, 723, 72, 733]
- dunedin-heading: DUNEDIN.: [530, 691, 584, 701]
- war-continued-6: The opening of the Colonial wool sales have been postponed to the 26th February.: [640, 159, 789, 187]
- running-head: [6, 4, 1108, 21]
- column-7: [951, 21, 1108, 1471]
- durham-title: S.S. DURHAM.: [54, 133, 115, 143]
- intelligence-item-5: The offer was declined, and the Porte was referred by Russia to the Russian generals in the field.: [797, 1752, 947, 1781]
- kuranui-hill-heading: KURANUI HILL.: [674, 851, 755, 861]
- summary-item-4: The British Parliament opened 17th January. The Queen's Speech states the causes of its early assembling to be the war in Europe.: [797, 355, 947, 393]
- tide-table: [10, 1000, 159, 1074]
- roto-line-1: From Goods Wharf.: [51, 371, 117, 380]
- quote-2: Caledonian (double)—Sellers, £3 2s 6d: [10, 751, 156, 761]
